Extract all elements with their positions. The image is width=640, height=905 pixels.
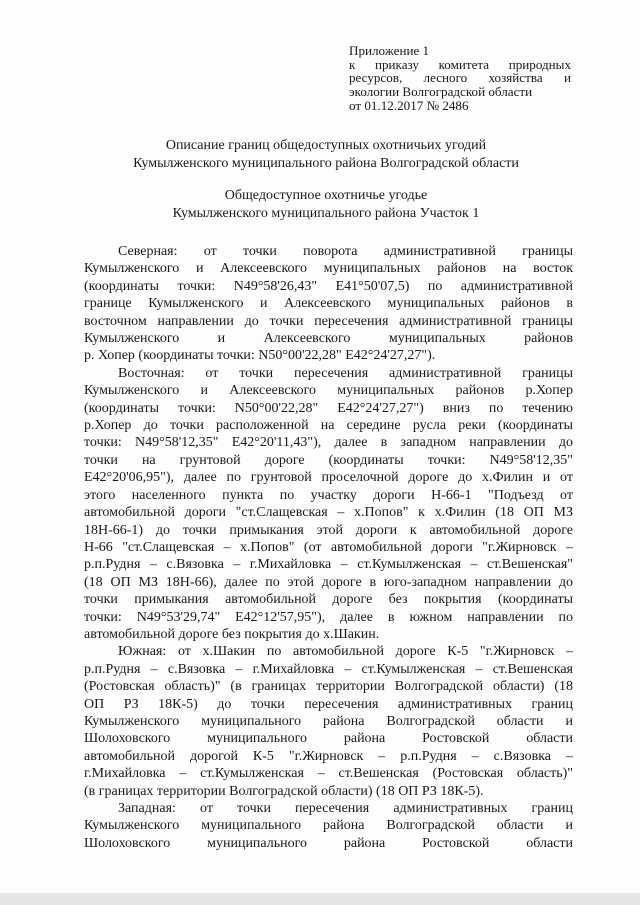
text-line: (координаты точки: N49°58'26,43" E41°50'07,5) по административной bbox=[84, 278, 573, 294]
text-line: Кумылженского муниципального района Волгоградской области и bbox=[84, 713, 573, 729]
paragraph-east bbox=[84, 365, 573, 644]
appendix-line: экологии Волгоградской области bbox=[349, 84, 533, 100]
scan-edge bbox=[0, 893, 640, 905]
document-title-line: Описание границ общедоступных охотничьих угодий bbox=[165, 138, 487, 153]
text-line: этого населенного пункта по участку дороги Н-66-1 "Подъезд от bbox=[84, 487, 573, 503]
text-line: точки на грунтовой дороге (координаты точки: N49°58'12,35" bbox=[84, 452, 573, 468]
boundary-description bbox=[84, 243, 573, 852]
text-line: Восточная: от точки пересечения административной границы bbox=[118, 365, 573, 381]
text-line: (в границах территории Волгоградской области) (18 ОП РЗ 18К-5). bbox=[84, 783, 484, 799]
text-line: Кумылженского и Алексеевского муниципальных районов на восток bbox=[84, 261, 573, 277]
text-line: точки: N49°58'12,35" E42°20'11,43"), далее в западном направлении до bbox=[84, 435, 573, 451]
document-title bbox=[70, 137, 582, 173]
text-line: Шолоховского муниципального района Ростовской области bbox=[84, 835, 573, 851]
paragraph-north bbox=[84, 243, 573, 365]
text-line: границе Кумылженского и Алексеевского муниципальных районов в bbox=[84, 296, 573, 312]
text-line: Кумылженского муниципального района Волгоградской области и bbox=[84, 818, 573, 834]
text-line: Кумылженского и Алексеевского муниципальных районов р.Хопер bbox=[84, 383, 573, 399]
text-line: Северная: от точки поворота административной границы bbox=[118, 244, 573, 259]
text-line: р. Хопер (координаты точки: N50°00'22,28" E42°24'27,27"). bbox=[84, 348, 436, 364]
text-line: 18Н-66-1) до точки примыкания этой дороги к автомобильной дороге bbox=[84, 522, 573, 538]
section-title-line: Кумылженского муниципального района Участок 1 bbox=[172, 206, 480, 221]
document-title-line: Кумылженского муниципального района Волгоградской области bbox=[133, 156, 519, 171]
appendix-line: к приказу комитета природных bbox=[349, 56, 571, 72]
section-title-line: Общедоступное охотничье угодье bbox=[224, 188, 428, 203]
text-line: точки примыкания автомобильной дороге без покрытия (координаты bbox=[84, 592, 573, 608]
text-line: р.п.Рудня – с.Вязовка – г.Михайловка – ст.Кумылженская – ст.Вешенская bbox=[84, 661, 573, 677]
text-line: автомобильной дорогой К-5 "г.Жирновск – р.п.Рудня – с.Вязовка – bbox=[84, 748, 573, 764]
text-line: Шолоховского муниципального района Ростовской области bbox=[84, 731, 573, 747]
text-line: точки: N49°53'29,74" E42°12'57,95"), далее в южном направлении по bbox=[84, 609, 573, 625]
paragraph-south bbox=[84, 643, 573, 800]
text-line: (Ростовская область)" (в границах территории Волгоградской области) (18 bbox=[84, 679, 573, 695]
text-line: Западная: от точки пересечения административных границ bbox=[118, 801, 573, 816]
text-line: (координаты точки: N50°00'22,28" E42°24'27,27") вниз по течению bbox=[84, 400, 573, 416]
text-line: автомобильной дороги "ст.Слащевская – х.Попов" к х.Филин (18 ОП МЗ bbox=[84, 505, 573, 521]
text-line: Кумылженского и Алексеевского муниципальных районов bbox=[84, 331, 573, 347]
text-line: ОП РЗ 18К-5) до точки пересечения административных границ bbox=[84, 696, 573, 712]
text-line: р.п.Рудня – с.Вязовка – г.Михайловка – ст.Кумылженская – ст.Вешенская" bbox=[84, 557, 573, 573]
appendix-header bbox=[349, 44, 571, 113]
text-line: р.Хопер до точки расположенной на середине русла реки (координаты bbox=[84, 418, 573, 434]
appendix-line: Приложение 1 bbox=[349, 43, 430, 58]
text-line: автомобильной дороге без покрытия до х.Шакин. bbox=[84, 626, 380, 642]
section-title bbox=[70, 187, 582, 223]
appendix-line: от 01.12.2017 № 2486 bbox=[349, 97, 469, 113]
appendix-line: ресурсов, лесного хозяйства и bbox=[349, 70, 571, 86]
text-line: г.Михайловка – ст.Кумылженская – ст.Вешенская (Ростовская область)" bbox=[84, 766, 573, 782]
text-line: Южная: от х.Шакин по автомобильной дороге К-5 "г.Жирновск – bbox=[118, 644, 573, 660]
text-line: Н-66 "ст.Слащевская – х.Попов" (от автомобильной дороги "г.Жирновск – bbox=[84, 539, 573, 555]
paragraph-west bbox=[84, 800, 573, 852]
text-line: E42°20'06,95"), далее по грунтовой проселочной дороге до х.Филин и от bbox=[84, 470, 573, 486]
text-line: (18 ОП МЗ 18Н-66), далее по этой дороге в юго-западном направлении до bbox=[84, 574, 573, 590]
text-line: восточном направлении до точки пересечения административной границы bbox=[84, 313, 573, 329]
